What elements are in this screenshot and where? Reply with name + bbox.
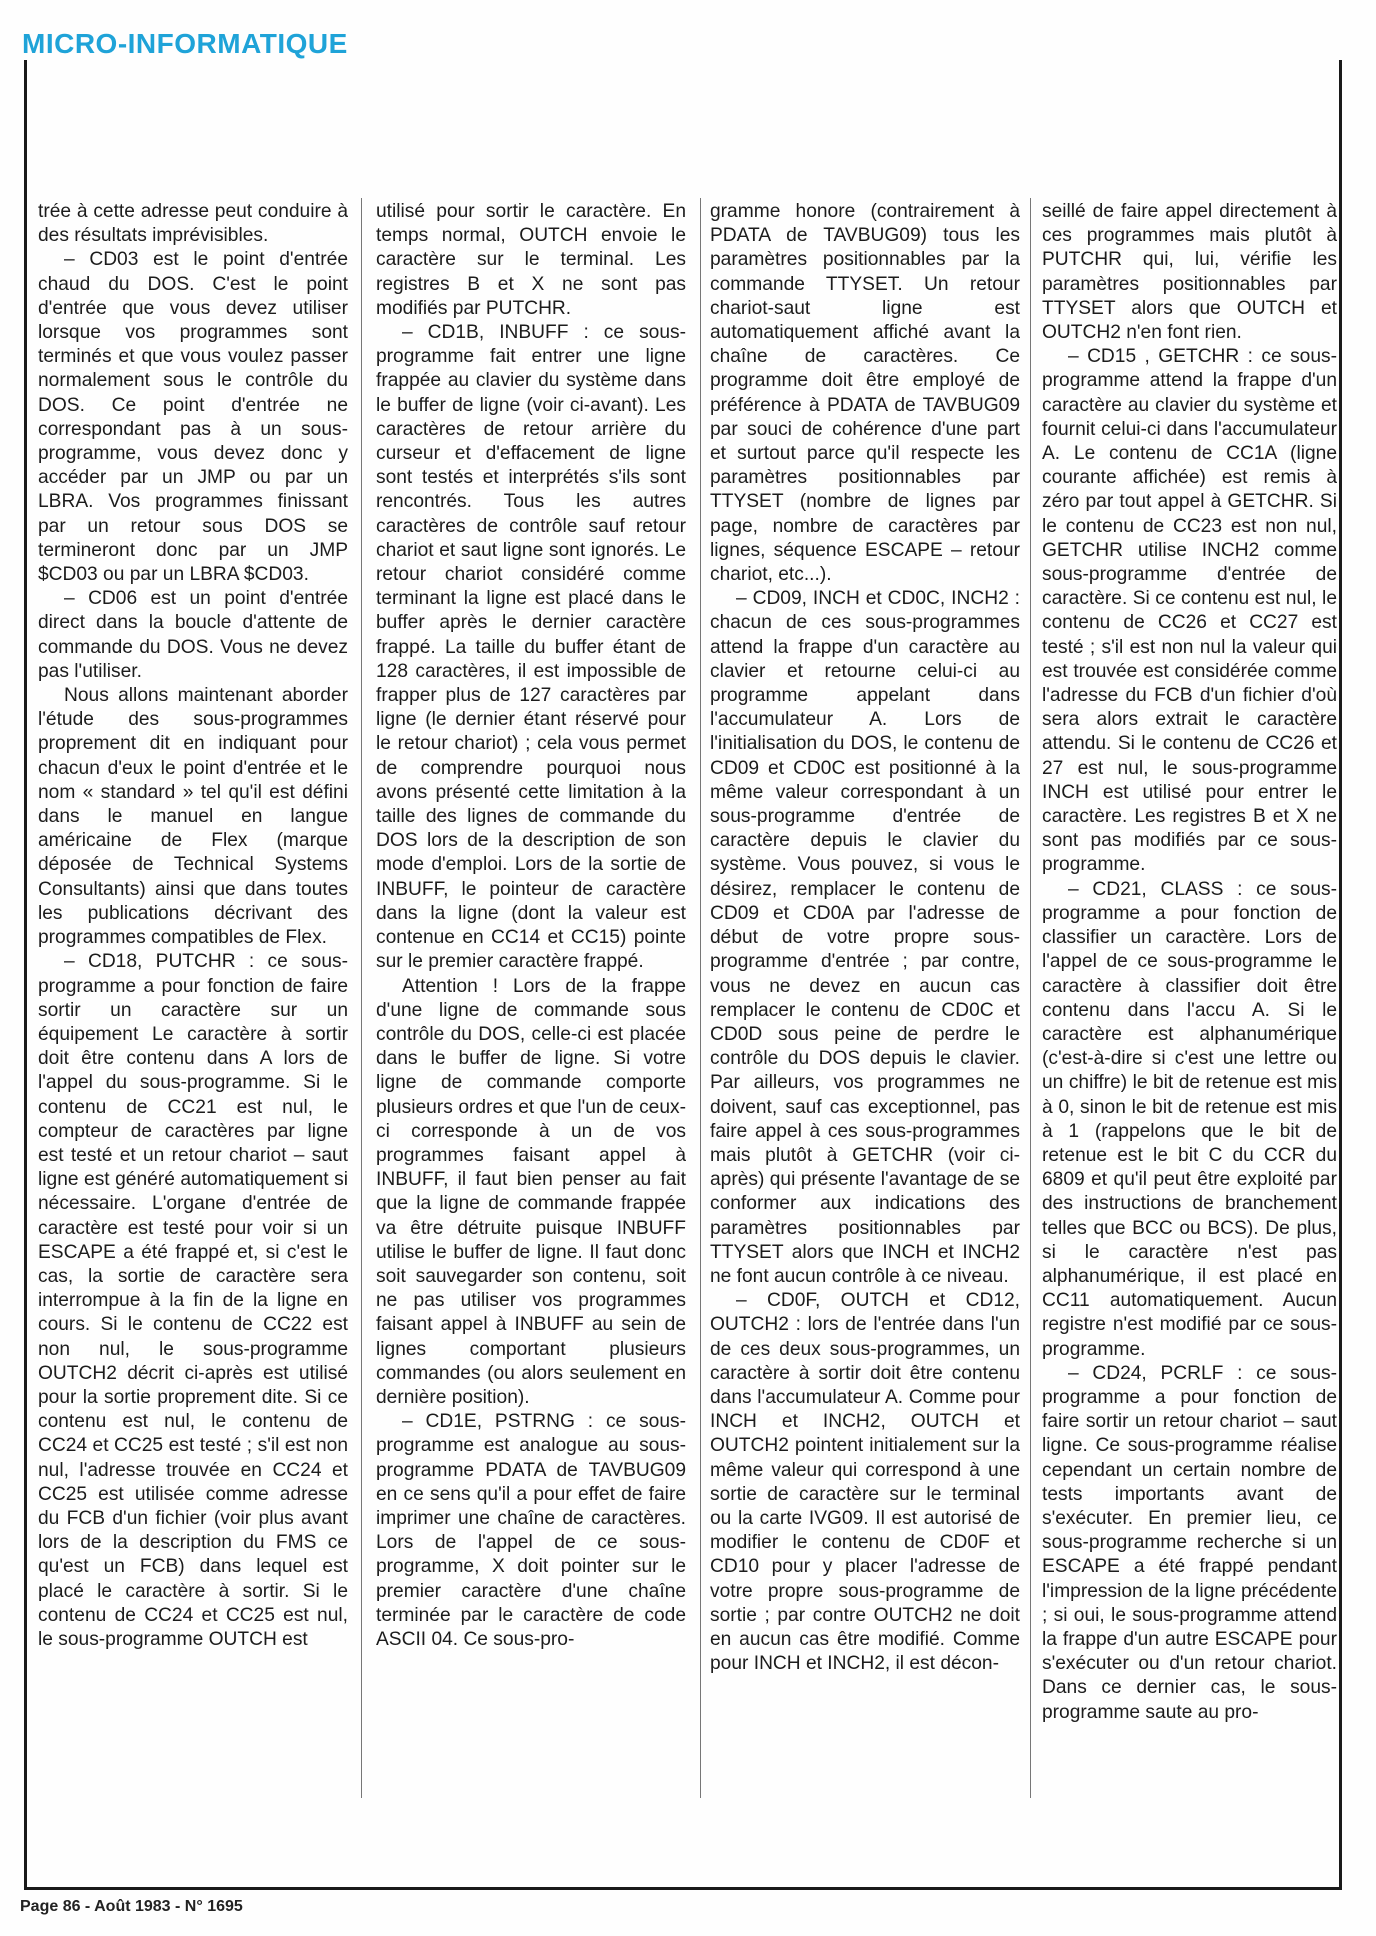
paragraph: – CD18, PUTCHR : ce sous-programme a pour fonction de faire sortir un caractère sur un équipement Le caractère à sortir doit être contenu dans A lors de l'appel du sous-programme. Si le contenu de CC21 est nul, le compteur de caractères par ligne est testé et un retour chariot – saut ligne est généré automatiquement si nécessaire. L'organe d'entrée de caractère est testé pour voir si un ESCAPE a été frappé et, si c'est le cas, la sortie de caractère sera interrompue à la fin de la ligne en cours. Si le contenu de CC22 est non nul, le sous-programme OUTCH2 décrit ci-après est utilisé pour la sortie proprement dite. Si ce contenu est nul, le contenu de CC24 et CC25 est testé ; s'il est non nul, l'adresse trouvée en CC24 et CC25 est utilisée comme adresse du FCB d'un fichier (voir plus avant lors de la description du FMS ce qu'est un FCB) dans lequel est placé le caractère à sortir. Si le contenu de CC24 et CC25 est nul, le sous-programme OUTCH est [38,951,348,1650]
paragraph: Nous allons maintenant aborder l'étude des sous-programmes proprement dit en indiquant pour chacun d'eux le point d'entrée et le nom « standard » tel qu'il est défini dans le manuel en langue américaine de Flex (marque déposée de Technical Systems Consultants) ainsi que dans toutes les publications décrivant des programmes compatibles de Flex. [38,685,348,949]
text-column-2 [376,200,686,1800]
section-title: MICRO-INFORMATIQUE [22,28,348,59]
column-rule [700,198,701,1798]
text-column-4 [1042,200,1337,1800]
text-column-3 [710,200,1020,1800]
paragraph: – CD09, INCH et CD0C, INCH2 : chacun de ces sous-programmes attend la frappe d'un caractère au clavier et retourne celui-ci au programme appelant dans l'accumulateur A. Lors de l'initialisation du DOS, le contenu de CD09 et CD0C est positionné à la même valeur correspondant à un sous-programme d'entrée de caractère depuis le clavier du système. Vous pouvez, si vous le désirez, remplacer le contenu de CD09 et CD0A par l'adresse de début de votre propre sous-programme d'entrée ; par contre, vous ne devez en aucun cas remplacer le contenu de CD0C et CD0D sous peine de perdre le contrôle du DOS depuis le clavier. Par ailleurs, vos programmes ne doivent, sauf cas exceptionnel, pas faire appel à ces sous-programmes mais plutôt à GETCHR (voir ci-après) qui présente l'avantage de se conformer aux indications des paramètres positionnables par TTYSET alors que INCH et INCH2 ne font aucun contrôle à ce niveau. [710,588,1020,1287]
paragraph: utilisé pour sortir le caractère. En temps normal, OUTCH envoie le caractère sur le terminal. Les registres B et X ne sont pas modifiés par PUTCHR. [376,201,686,319]
paragraph: – CD1E, PSTRNG : ce sous-programme est analogue au sous-programme PDATA de TAVBUG09 en ce sens qu'il a pour effet de faire imprimer une chaîne de caractères. Lors de l'appel de ce sous-programme, X doit pointer sur le premier caractère d'une chaîne terminée par le caractère de code ASCII 04. Ce sous-pro- [376,1411,686,1650]
paragraph: – CD06 est un point d'entrée direct dans la boucle d'attente de commande du DOS. Vous ne devez pas l'utiliser. [38,588,348,682]
paragraph: seillé de faire appel directement à ces programmes mais plutôt à PUTCHR qui, lui, vérifie les paramètres positionnables par TTYSET alors que OUTCH et OUTCH2 n'en font rien. [1042,201,1337,344]
paragraph: – CD24, PCRLF : ce sous-programme a pour fonction de faire sortir un retour chariot – saut ligne. Ce sous-programme réalise cependant un certain nombre de tests importants avant de s'exécuter. En premier lieu, ce sous-programme recherche si un ESCAPE a été frappé pendant l'impression de la ligne précédente ; si oui, le sous-programme attend la frappe d'un autre ESCAPE pour s'exécuter ou d'un retour chariot. Dans ce dernier cas, le sous-programme saute au pro- [1042,1362,1337,1723]
paragraph: – CD15 , GETCHR : ce sous-programme attend la frappe d'un caractère au clavier du système et fournit celui-ci dans l'accumulateur A. Le contenu de CC1A (ligne courante affichée) est remis à zéro par tout appel à GETCHR. Si le contenu de CC23 est non nul, GETCHR utilise INCH2 comme sous-programme d'entrée de caractère. Si ce contenu est nul, le contenu de CC26 et CC27 est testé ; s'il est non nul la valeur qui est trouvée est considérée comme l'adresse du FCB d'un fichier d'où sera alors extrait le caractère attendu. Si le contenu de CC26 et 27 est nul, le sous-programme INCH est utilisé pour entrer le caractère. Les registres B et X ne sont pas modifiés par ce sous-programme. [1042,346,1337,876]
text-column-1 [38,200,348,1800]
paragraph: – CD1B, INBUFF : ce sous-programme fait entrer une ligne frappée au clavier du système dans le buffer de ligne (voir ci-avant). Les caractères de retour arrière du curseur et d'effacement de ligne sont testés et interprétés s'ils sont rencontrés. Tous les autres caractères de contrôle sauf retour chariot et saut ligne sont ignorés. Le retour chariot considéré comme terminant la ligne est placé dans le buffer après le dernier caractère frappé. La taille du buffer étant de 128 caractères, il est impossible de frapper plus de 127 caractères par ligne (le dernier étant réservé pour le retour chariot) ; cela vous permet de comprendre pourquoi nous avons présenté cette limitation à la taille des lignes de commande du DOS lors de la description de son mode d'emploi. Lors de la sortie de INBUFF, le pointeur de caractère dans la ligne (dont la valeur est contenue en CC14 et CC15) pointe sur le premier caractère frappé. [376,322,686,973]
page-footer: Page 86 - Août 1983 - N° 1695 [20,1898,243,1915]
column-rule [1030,198,1031,1798]
column-rule [361,198,362,1798]
paragraph: – CD21, CLASS : ce sous-programme a pour fonction de classifier un caractère. Lors de l'appel de ce sous-programme le caractère à classifier doit être contenu dans l'accu A. Si le caractère est alphanumérique (c'est-à-dire si c'est une lettre ou un chiffre) le bit de retenue est mis à 0, sinon le bit de retenue est mis à 1 (rappelons que le bit de retenue est le bit C du CCR du 6809 et qu'il peut être exploité par des instructions de branchement telles que BCC ou BCS). De plus, si le caractère n'est pas alphanumérique, il est placé en CC11 automatiquement. Aucun registre n'est modifié par ce sous-programme. [1042,878,1337,1360]
paragraph: gramme honore (contrairement à PDATA de TAVBUG09) tous les paramètres positionnables par la commande TTYSET. Un retour chariot-saut ligne est automatiquement affiché avant la chaîne de caractères. Ce programme doit être employé de préférence à PDATA de TAVBUG09 par souci de cohérence d'une part et surtout parce qu'il respecte les paramètres positionnables par TTYSET (nombre de lignes par page, nombre de caractères par lignes, séquence ESCAPE – retour chariot, etc...). [710,201,1020,586]
paragraph: trée à cette adresse peut conduire à des résultats imprévisibles. [38,201,348,247]
paragraph: – CD0F, OUTCH et CD12, OUTCH2 : lors de l'entrée dans l'un de ces deux sous-programmes, un caractère à sortir doit être contenu dans l'accumulateur A. Comme pour INCH et INCH2, OUTCH et OUTCH2 pointent initialement sur la même valeur qui correspond à une sortie de caractère sur le terminal ou la carte IVG09. Il est autorisé de modifier le contenu de CD0F et CD10 pour y placer l'adresse de votre propre sous-programme de sortie ; par contre OUTCH2 ne doit en aucun cas être modifié. Comme pour INCH et INCH2, il est décon- [710,1290,1020,1675]
paragraph: Attention ! Lors de la frappe d'une ligne de commande sous contrôle du DOS, celle-ci est placée dans le buffer de ligne. Si votre ligne de commande comporte plusieurs ordres et que l'un de ceux-ci corresponde à un de vos programmes faisant appel à INBUFF, il faut bien penser au fait que la ligne de commande frappée va être détruite puisque INBUFF utilise le buffer de ligne. Il faut donc soit sauvegarder son contenu, soit ne pas utiliser vos programmes faisant appel à INBUFF au sein de lignes comportant plusieurs commandes (ou alors seulement en dernière position). [376,975,686,1408]
paragraph: – CD03 est le point d'entrée chaud du DOS. C'est le point d'entrée que vous devez utiliser lorsque vos programmes sont terminés et que vous voulez passer normalement sous le contrôle du DOS. Ce point d'entrée ne correspondant pas à un sous-programme, vous devez donc y accéder par un JMP ou par un LBRA. Vos programmes finissant par un retour sous DOS se termineront donc par un JMP $CD03 ou par un LBRA $CD03. [38,249,348,586]
